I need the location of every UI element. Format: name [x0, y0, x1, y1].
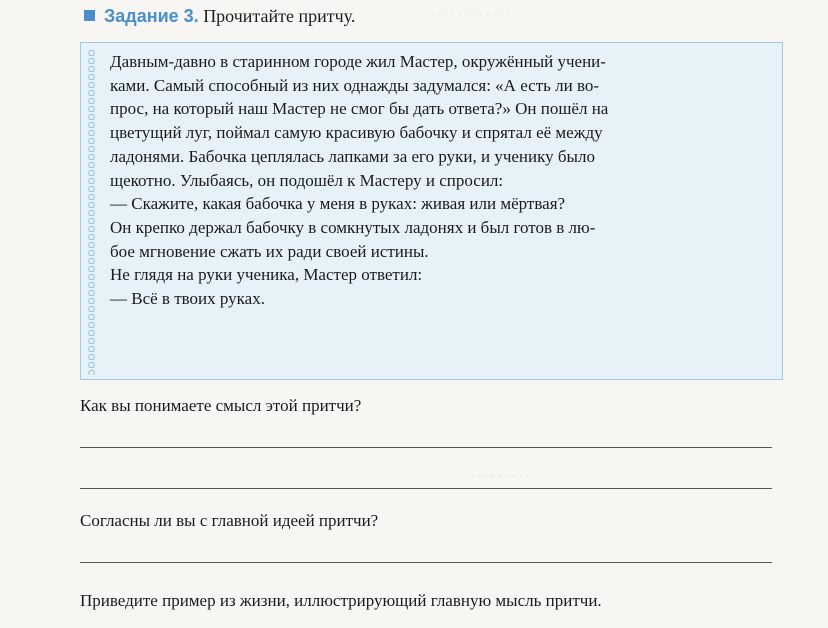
task-instruction: Прочитайте притчу. [203, 6, 356, 26]
parable-line: прос, на который наш Мастер не смог бы дать ответа?» Он пошёл на [110, 99, 609, 119]
parable-line: ладонями. Бабочка цеплялась лапками за его руки, и ученику было [110, 146, 595, 166]
parable-line: — Скажите, какая бабочка у меня в руках: живая или мёртвая? [110, 194, 566, 214]
task-label: Задание 3. [104, 6, 199, 26]
parable-line: цветущий луг, поймал самую красивую бабочку и спрятал её между [110, 123, 603, 143]
parable-line: ками. Самый способный из них однажды задумался: «А есть ли во- [110, 75, 600, 95]
question-meaning: Как вы понимаете смысл этой притчи? [80, 396, 362, 415]
parable-line: щекотно. Улыбаясь, он подошёл к Мастеру и спросил: [110, 170, 504, 190]
task-marker-square-icon [84, 10, 95, 21]
question-agree: Согласны ли вы с главной идеей притчи? [80, 511, 379, 530]
parable-line: Он крепко держал бабочку в сомкнутых ладонях и был готов в лю- [110, 217, 596, 237]
parable-line: — Всё в твоих руках. [110, 289, 265, 309]
answer-line-meaning-1[interactable] [80, 447, 772, 448]
parable-box [80, 42, 783, 380]
task-header [84, 3, 355, 29]
answer-line-meaning-2[interactable] [80, 488, 772, 489]
notebook-spiral-icon [86, 49, 97, 375]
answer-line-agree[interactable] [80, 562, 772, 563]
parable-line: бое мгновение сжать их ради своей истины. [110, 241, 429, 261]
parable-line: Давным-давно в старинном городе жил Мастер, окружённый учени- [110, 52, 606, 71]
question-example: Приведите пример из жизни, иллюстрирующий главную мысль притчи. [80, 591, 602, 610]
parable-line: Не глядя на руки ученика, Мастер ответил: [110, 265, 423, 285]
parable-text [110, 50, 770, 311]
